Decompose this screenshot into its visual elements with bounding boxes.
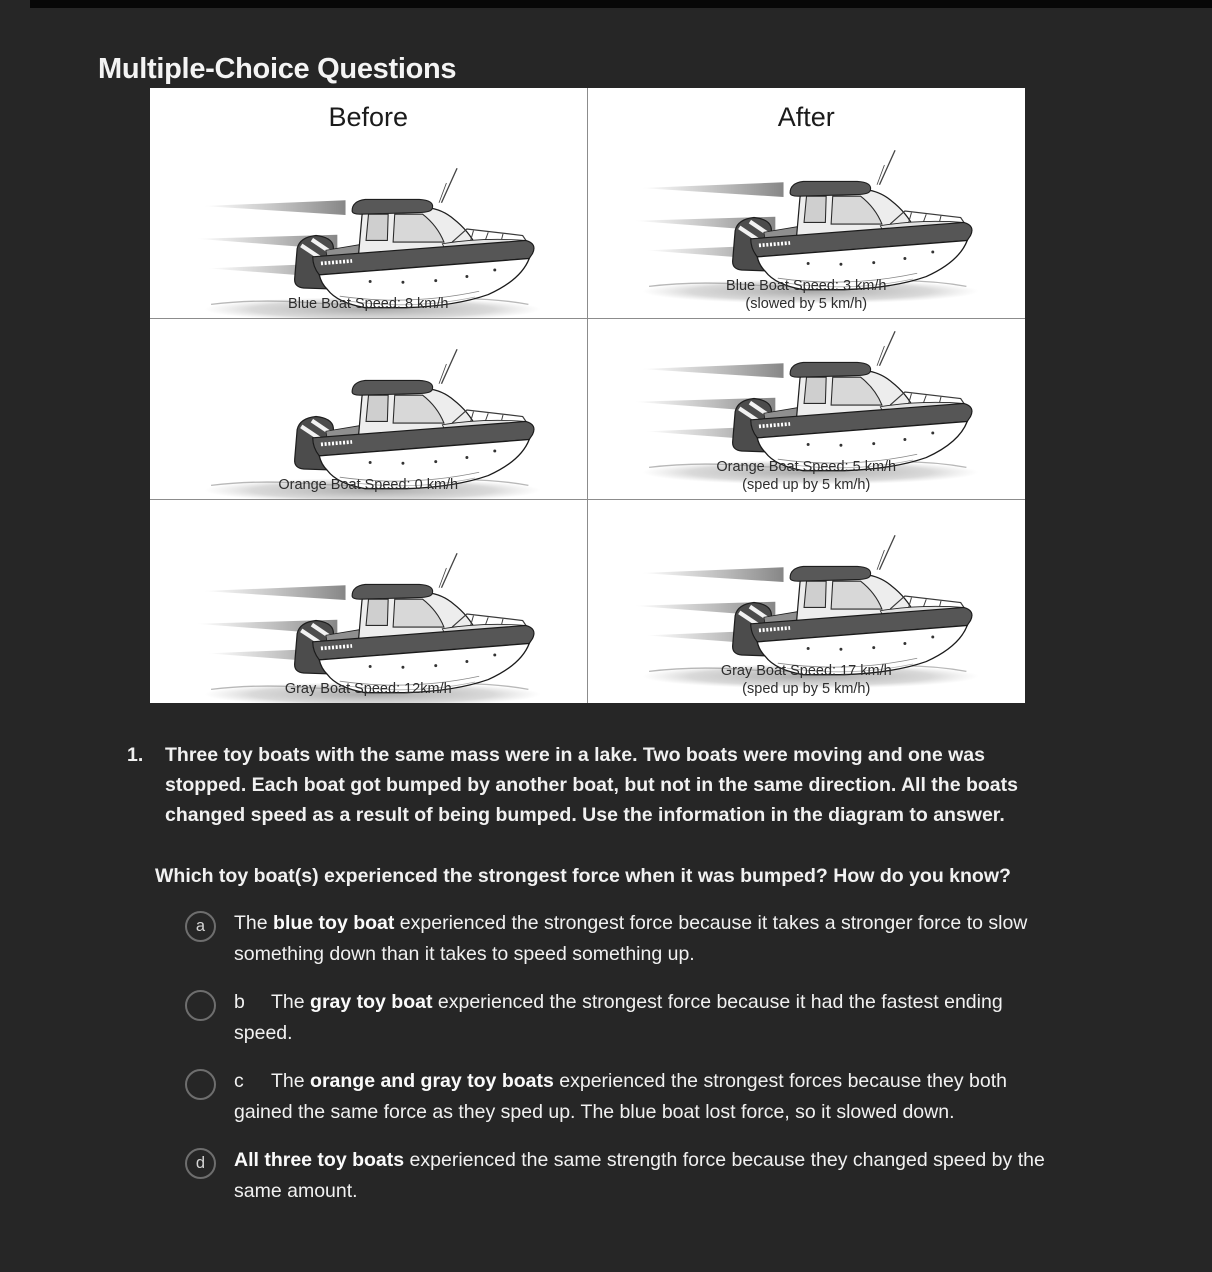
- question-number: 1.: [127, 744, 144, 766]
- boat-caption: Gray Boat Speed: 17 km/h: [720, 663, 892, 679]
- diagram-cell-blue-before: [150, 88, 588, 319]
- radio-option-c[interactable]: [185, 1069, 216, 1100]
- option-c: [185, 1066, 1102, 1128]
- top-window-strip: [30, 0, 1212, 8]
- boat-subcaption: (slowed by 5 km/h): [745, 296, 868, 312]
- option-d: [185, 1145, 1102, 1207]
- before-after-diagram: [150, 88, 1025, 703]
- option-letter-c: c: [234, 1070, 244, 1092]
- option-c-text: c The orange and gray toy boats experienced the strongest forces because they both gained the same force as they sped up. The blue boat lost force, so it slowed down.: [234, 1066, 1056, 1128]
- boat-caption: Orange Boat Speed: 5 km/h: [716, 459, 897, 475]
- diagram-cell-orange-before: [150, 319, 588, 500]
- question-prompt: Three toy boats with the same mass were in a lake. Two boats were moving and one was stopped. Each boat got bumped by another boat, but not in the same direction. All the boats changed speed as a result of being bumped. Use the information in the diagram to answer.: [165, 744, 1018, 826]
- option-letter-a: a: [195, 917, 206, 935]
- option-a-text: The blue toy boat experienced the strongest force because it takes a stronger force to slow something down than it takes to speed something up.: [234, 912, 1028, 965]
- option-a: [185, 908, 1102, 970]
- diagram-cell-blue-after: [588, 88, 1026, 319]
- answer-options: [185, 908, 1102, 1207]
- option-b-text: b The gray toy boat experienced the strongest force because it had the fastest ending speed.: [234, 987, 1056, 1049]
- boat-subcaption: (sped up by 5 km/h): [742, 477, 871, 493]
- page-title: Multiple-Choice Questions: [98, 53, 457, 86]
- boat-caption: Gray Boat Speed: 12km/h: [284, 681, 452, 697]
- question-subprompt: Which toy boat(s) experienced the strongest force when it was bumped? How do you know?: [155, 865, 1011, 887]
- diagram-cell-orange-after: [588, 319, 1026, 500]
- option-b: [185, 987, 1102, 1049]
- option-letter-d: d: [195, 1154, 206, 1172]
- diagram-cell-gray-after: [588, 500, 1026, 703]
- column-header-before: Before: [328, 102, 409, 132]
- option-letter-b: b: [234, 991, 245, 1013]
- boat-caption: Blue Boat Speed: 8 km/h: [288, 296, 449, 312]
- column-header-after: After: [777, 102, 835, 132]
- radio-option-a[interactable]: [185, 911, 216, 942]
- option-d-text: All three toy boats experienced the same strength force because they changed speed by the same amount.: [234, 1149, 1045, 1202]
- boat-subcaption: (sped up by 5 km/h): [742, 681, 871, 697]
- boat-caption: Blue Boat Speed: 3 km/h: [726, 278, 887, 294]
- question-block: [127, 740, 1102, 1207]
- radio-option-b[interactable]: [185, 990, 216, 1021]
- radio-option-d[interactable]: [185, 1148, 216, 1179]
- diagram-cell-gray-before: [150, 500, 588, 703]
- boat-caption: Orange Boat Speed: 0 km/h: [278, 477, 459, 493]
